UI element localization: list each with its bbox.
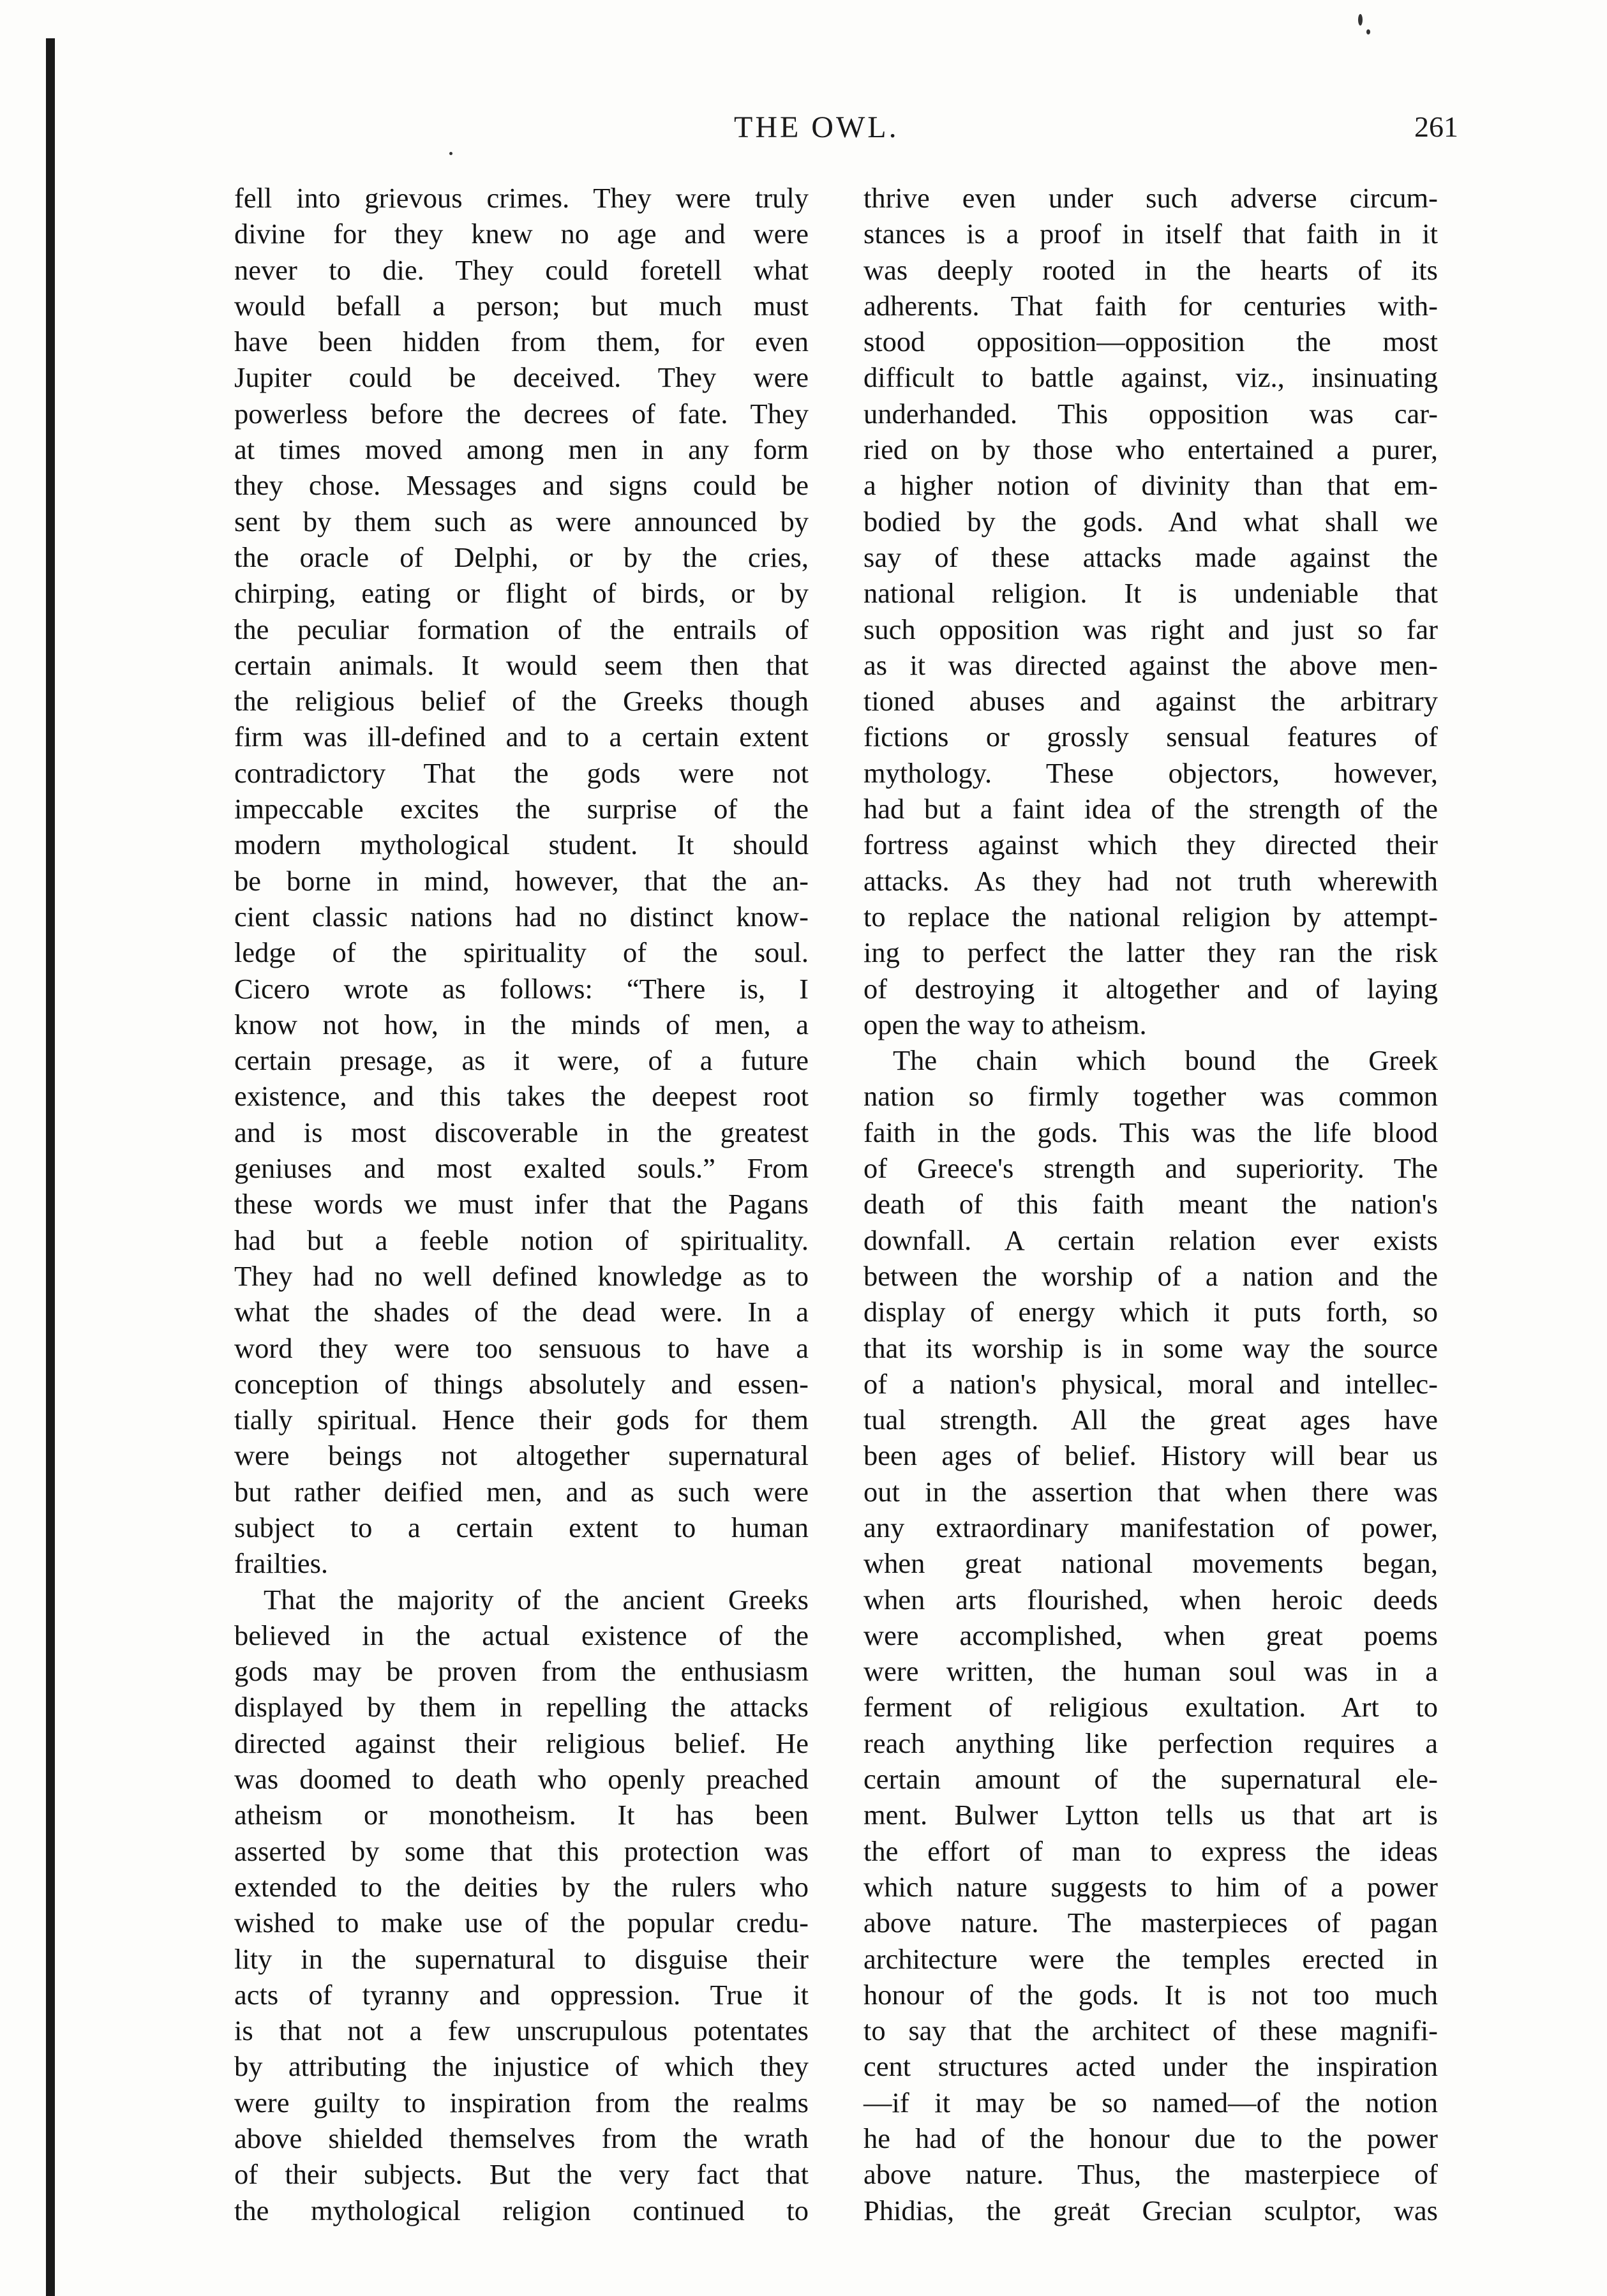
text-line: above nature. The masterpieces of pagan [863,1907,1438,1939]
text-line: of Greece's strength and superiority. The [863,1152,1438,1185]
text-line: impeccable excites the surprise of the [234,793,809,825]
text-line: and is most discoverable in the greatest [234,1116,809,1148]
text-line: to replace the national religion by attempt- [863,900,1438,933]
text-line: never to die. They could foretell what [234,253,809,286]
text-line: the mythological religion continued to [234,2194,809,2226]
ink-speck [1358,14,1363,26]
text-line: death of this faith meant the nation's [863,1188,1438,1220]
text-line: were written, the human soul was in a [863,1655,1438,1688]
ink-speck [449,152,452,155]
text-line: were beings not altogether supernatural [234,1439,809,1472]
text-line: ing to perfect the latter they ran the risk [863,936,1438,969]
text-line: existence, and this takes the deepest root [234,1080,809,1113]
text-line: say of these attacks made against the [863,541,1438,573]
text-line: would befall a person; but much must [234,289,809,322]
text-line: atheism or monotheism. It has been [234,1799,809,1831]
text-line: ried on by those who entertained a purer, [863,433,1438,466]
text-line: certain animals. It would seem then that [234,649,809,681]
text-line: above nature. Thus, the masterpiece of [863,2158,1438,2191]
text-line: fortress against which they directed their [863,829,1438,861]
text-line: contradictory That the gods were not [234,756,809,789]
text-line: was doomed to death who openly preached [234,1763,809,1796]
text-line: They had no well defined knowledge as to [234,1259,809,1292]
text-line: display of energy which it puts forth, so [863,1296,1438,1328]
text-line: gods may be proven from the enthusiasm [234,1655,809,1688]
text-line: been ages of belief. History will bear us [863,1439,1438,1472]
text-line: modern mythological student. It should [234,829,809,861]
text-line: asserted by some that this protection was [234,1835,809,1867]
left-text-column [234,180,809,2228]
text-line: reach anything like perfection requires a [863,1727,1438,1759]
text-line: honour of the gods. It is not too much [863,1978,1438,2011]
text-line: sent by them such as were announced by [234,505,809,537]
text-line: directed against their religious belief. He [234,1727,809,1759]
text-line: Cicero wrote as follows: “There is, I [234,972,809,1005]
text-line: divine for they knew no age and were [234,218,809,250]
text-line: believed in the actual existence of the [234,1619,809,1651]
text-line: what the shades of the dead were. In a [234,1296,809,1328]
text-line: nation so firmly together was common [863,1080,1438,1113]
text-line: have been hidden from them, for even [234,326,809,358]
text-line: wished to make use of the popular credu- [234,1907,809,1939]
text-line: stood opposition—opposition the most [863,326,1438,358]
text-line: extended to the deities by the rulers who [234,1870,809,1903]
text-line: when arts flourished, when heroic deeds [863,1583,1438,1616]
text-line: out in the assertion that when there was [863,1475,1438,1508]
text-line: these words we must infer that the Pagans [234,1188,809,1220]
text-line: national religion. It is undeniable that [863,577,1438,610]
text-line: lity in the supernatural to disguise their [234,1942,809,1975]
right-text-column [863,180,1438,2228]
text-line: attacks. As they had not truth wherewith [863,864,1438,897]
text-line: architecture were the temples erected in [863,1942,1438,1975]
text-line: That the majority of the ancient Greeks [264,1583,809,1616]
text-line: as it was directed against the above men- [863,649,1438,681]
text-line: to say that the architect of these magnifi- [863,2015,1438,2047]
text-line: chirping, eating or flight of birds, or by [234,577,809,610]
text-line: frailties. [234,1547,329,1580]
text-line: downfall. A certain relation ever exists [863,1224,1438,1256]
text-line: had but a feeble notion of spirituality. [234,1224,809,1256]
text-line: Phidias, the great Grecian sculptor, was [863,2194,1438,2226]
text-line: underhanded. This opposition was car- [863,397,1438,430]
text-line: be borne in mind, however, that the an- [234,864,809,897]
text-line: tual strength. All the great ages have [863,1404,1438,1436]
text-line: tially spiritual. Hence their gods for them [234,1404,809,1436]
text-line: The chain which bound the Greek [893,1044,1438,1077]
text-line: fell into grievous crimes. They were truly [234,182,809,214]
text-line: were accomplished, when great poems [863,1619,1438,1651]
text-line: of their subjects. But the very fact that [234,2158,809,2191]
text-line: the peculiar formation of the entrails of [234,613,809,645]
text-line: ferment of religious exultation. Art to [863,1691,1438,1723]
text-line: thrive even under such adverse circum- [863,182,1438,214]
text-line: ledge of the spirituality of the soul. [234,936,809,969]
page-binding-edge [46,38,55,2296]
text-line: the oracle of Delphi, or by the cries, [234,541,809,573]
text-line: stances is a proof in itself that faith in it [863,218,1438,250]
text-line: powerless before the decrees of fate. They [234,397,809,430]
text-line: difficult to battle against, viz., insinuating [863,361,1438,394]
text-line: any extraordinary manifestation of power, [863,1511,1438,1543]
text-line: certain amount of the supernatural ele- [863,1763,1438,1796]
text-line: firm was ill-defined and to a certain extent [234,721,809,753]
text-line: certain presage, as it were, of a future [234,1044,809,1077]
text-line: but rather deified men, and as such were [234,1475,809,1508]
running-title: THE OWL. [734,110,899,144]
text-line: they chose. Messages and signs could be [234,469,809,502]
text-line: tioned abuses and against the arbitrary [863,685,1438,717]
text-line: know not how, in the minds of men, a [234,1008,809,1040]
text-line: open the way to atheism. [863,1008,1147,1040]
text-line: between the worship of a nation and the [863,1259,1438,1292]
text-line: was deeply rooted in the hearts of its [863,253,1438,286]
text-line: when great national movements began, [863,1547,1438,1580]
text-line: of destroying it altogether and of laying [863,972,1438,1005]
text-line: at times moved among men in any form [234,433,809,466]
text-line: bodied by the gods. And what shall we [863,505,1438,537]
text-line: mythology. These objectors, however, [863,756,1438,789]
text-line: displayed by them in repelling the attacks [234,1691,809,1723]
text-line: geniuses and most exalted souls.” From [234,1152,809,1185]
text-line: above shielded themselves from the wrath [234,2122,809,2155]
text-line: subject to a certain extent to human [234,1511,809,1543]
text-line: adherents. That faith for centuries with- [863,289,1438,322]
text-line: which nature suggests to him of a power [863,1870,1438,1903]
text-line: fictions or grossly sensual features of [863,721,1438,753]
text-line: the effort of man to express the ideas [863,1835,1438,1867]
text-line: cient classic nations had no distinct know- [234,900,809,933]
text-line: of a nation's physical, moral and intellec- [863,1367,1438,1400]
text-line: is that not a few unscrupulous potentates [234,2015,809,2047]
text-line: the religious belief of the Greeks though [234,685,809,717]
text-line: conception of things absolutely and essen- [234,1367,809,1400]
text-line: were guilty to inspiration from the realms [234,2086,809,2119]
text-line: a higher notion of divinity than that em- [863,469,1438,502]
text-line: such opposition was right and just so far [863,613,1438,645]
text-line: ment. Bulwer Lytton tells us that art is [863,1799,1438,1831]
text-line: that its worship is in some way the source [863,1332,1438,1364]
text-line: —if it may be so named—of the notion [863,2086,1438,2119]
text-line: had but a faint idea of the strength of the [863,793,1438,825]
text-line: faith in the gods. This was the life blood [863,1116,1438,1148]
text-line: acts of tyranny and oppression. True it [234,1978,809,2011]
text-line: word they were too sensuous to have a [234,1332,809,1364]
ink-speck [1366,29,1370,34]
text-line: Jupiter could be deceived. They were [234,361,809,394]
text-line: he had of the honour due to the power [863,2122,1438,2155]
text-line: by attributing the injustice of which they [234,2050,809,2083]
text-line: cent structures acted under the inspiration [863,2050,1438,2083]
page-number: 261 [1414,110,1458,143]
